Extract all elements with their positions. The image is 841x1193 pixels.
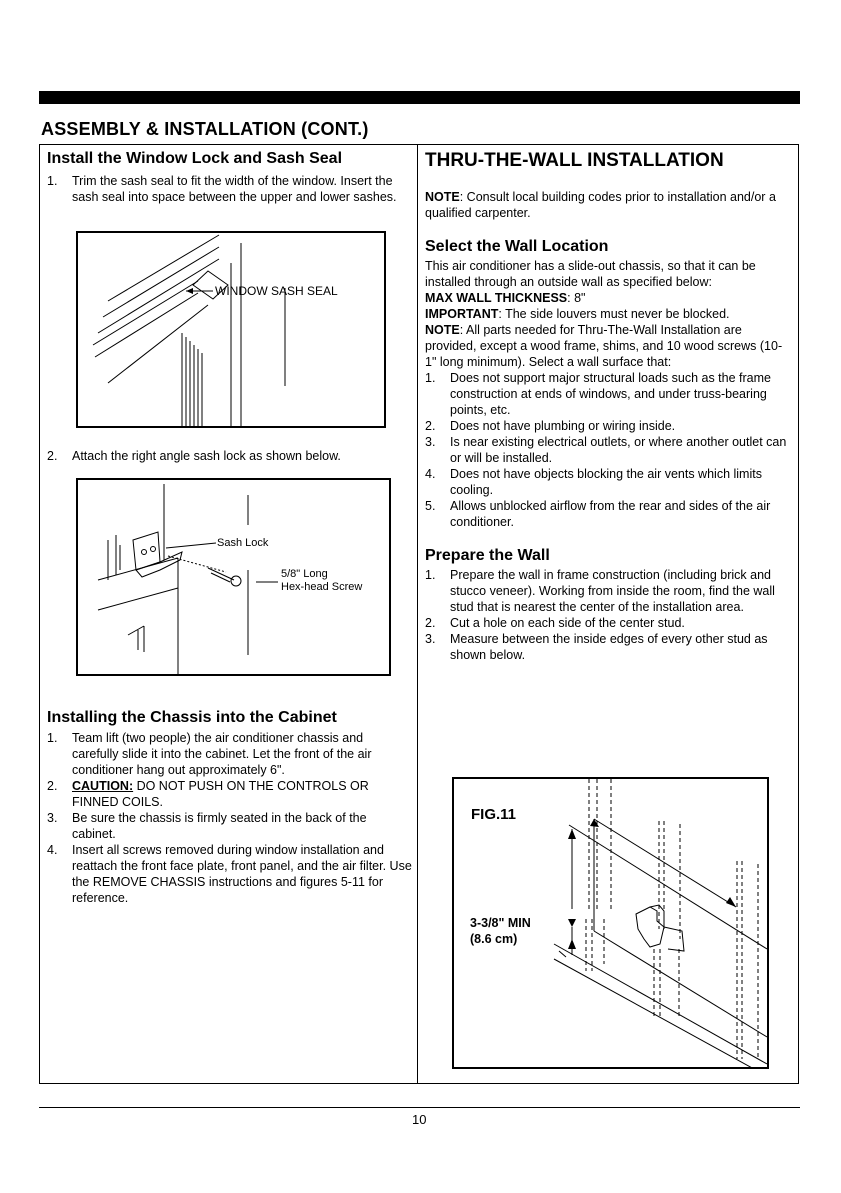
fig11-wall-diagram bbox=[452, 777, 769, 1069]
list-item bbox=[47, 730, 412, 778]
fig11-title: FIG.11 bbox=[471, 806, 517, 823]
important-text: : The side louvers must never be blocked. bbox=[498, 307, 730, 321]
fig11-min-dimension: 3-3/8" MIN bbox=[470, 916, 531, 930]
step-number: 3. bbox=[47, 811, 58, 825]
list-item bbox=[425, 418, 793, 434]
sash-lock-figure bbox=[76, 478, 391, 676]
step-text: Attach the right angle sash lock as shown below. bbox=[72, 449, 341, 463]
step-text: Is near existing electrical outlets, or where another outlet can or will be installed. bbox=[450, 435, 787, 465]
step-text: Trim the sash seal to fit the width of the window. Insert the sash seal into space between the upper and lower sashes. bbox=[72, 174, 397, 204]
wall-criteria-list bbox=[425, 370, 793, 530]
step-number: 1. bbox=[425, 568, 436, 582]
list-item bbox=[47, 810, 412, 842]
sash-lock-label: Sash Lock bbox=[217, 537, 269, 549]
step-text: Team lift (two people) the air conditioner chassis and carefully slide it into the cabinet. Let the front of the air conditioner hang out approximately 6". bbox=[72, 731, 372, 777]
step-number: 4. bbox=[425, 467, 436, 481]
list-item bbox=[47, 842, 412, 906]
list-item bbox=[425, 466, 793, 498]
step-text: Prepare the wall in frame construction (including brick and stucco veneer). Working from inside the room, find the wall stud that is nearest the center of the installation area. bbox=[450, 568, 775, 614]
step-number: 3. bbox=[425, 435, 436, 449]
note-text: : Consult local building codes prior to installation and/or a qualified carpenter. bbox=[425, 190, 776, 220]
step-number: 1. bbox=[425, 371, 436, 385]
list-item bbox=[425, 434, 793, 466]
section-title-prepare-wall: Prepare the Wall bbox=[425, 547, 550, 564]
right-column bbox=[425, 150, 793, 663]
section-title-wall-location: Select the Wall Location bbox=[425, 238, 609, 255]
step-text: Cut a hole on each side of the center stud. bbox=[450, 616, 685, 630]
page-number: 10 bbox=[412, 1112, 427, 1127]
list-item bbox=[425, 631, 793, 663]
section-title-thru-wall: THRU-THE-WALL INSTALLATION bbox=[425, 150, 724, 171]
step-text: Insert all screws removed during window installation and reattach the front face plate, front panel, and the air filter. Use the REMOVE CHASSIS instructions and figures 5-11 for reference. bbox=[72, 843, 412, 905]
step-number: 4. bbox=[47, 843, 58, 857]
sash-seal-drawing bbox=[78, 233, 384, 426]
footer-rule bbox=[39, 1107, 800, 1108]
left-column bbox=[47, 150, 412, 205]
note-text: : All parts needed for Thru-The-Wall Installation are provided, except a wood frame, shims, and 10 wood screws (10-1" long minimum). Select a wall surface that: bbox=[425, 323, 783, 369]
important-note bbox=[425, 306, 793, 322]
max-thickness-value: : 8" bbox=[567, 291, 586, 305]
caution-label: CAUTION: bbox=[72, 779, 134, 793]
list-item bbox=[425, 567, 793, 615]
left-step2 bbox=[47, 448, 412, 464]
max-thickness-label: MAX WALL THICKNESS bbox=[425, 291, 568, 305]
parts-note bbox=[425, 322, 793, 370]
list-item bbox=[425, 498, 793, 530]
screw-type-label: Hex-head Screw bbox=[281, 581, 363, 593]
chassis-section bbox=[47, 709, 412, 906]
step-number: 1. bbox=[47, 731, 58, 745]
list-item bbox=[425, 370, 793, 418]
header-bar bbox=[39, 91, 800, 104]
step-number: 1. bbox=[47, 174, 58, 188]
step-text: Does not have plumbing or wiring inside. bbox=[450, 419, 676, 433]
page-title: ASSEMBLY & INSTALLATION (CONT.) bbox=[41, 119, 369, 139]
step-text: DO NOT PUSH ON THE CONTROLS OR FINNED COILS. bbox=[72, 779, 369, 809]
step-text: Does not have objects blocking the air vents which limits cooling. bbox=[450, 467, 762, 497]
sash-lock-steps bbox=[47, 448, 412, 464]
window-lock-steps bbox=[47, 173, 412, 205]
section-title-chassis: Installing the Chassis into the Cabinet bbox=[47, 709, 337, 726]
fig11-min-dimension-cm: (8.6 cm) bbox=[470, 932, 518, 946]
step-number: 2. bbox=[47, 449, 58, 463]
list-item bbox=[47, 448, 412, 464]
note-codes bbox=[425, 189, 793, 221]
chassis-steps bbox=[47, 730, 412, 906]
step-number: 2. bbox=[425, 419, 436, 433]
list-item bbox=[425, 615, 793, 631]
sash-lock-drawing bbox=[78, 480, 389, 674]
important-label: IMPORTANT bbox=[425, 307, 499, 321]
note-label: NOTE bbox=[425, 323, 460, 337]
list-item bbox=[47, 778, 412, 810]
sash-seal-figure bbox=[76, 231, 386, 428]
list-item bbox=[47, 173, 412, 205]
section-title-window-lock: Install the Window Lock and Sash Seal bbox=[47, 150, 343, 167]
prepare-wall-steps bbox=[425, 567, 793, 663]
step-text: Measure between the inside edges of every other stud as shown below. bbox=[450, 632, 768, 662]
step-number: 5. bbox=[425, 499, 436, 513]
step-text: Be sure the chassis is firmly seated in the back of the cabinet. bbox=[72, 811, 367, 841]
screw-length-label: 5/8" Long bbox=[281, 568, 328, 580]
step-number: 2. bbox=[425, 616, 436, 630]
column-divider bbox=[417, 144, 418, 1084]
max-thickness bbox=[425, 290, 793, 306]
wall-intro: This air conditioner has a slide-out chassis, so that it can be installed through an outside wall as specified below: bbox=[425, 259, 756, 289]
step-text: Does not support major structural loads such as the frame construction at ends of windows, and under truss-bearing points, etc. bbox=[450, 371, 771, 417]
step-number: 3. bbox=[425, 632, 436, 646]
sash-seal-label: WINDOW SASH SEAL bbox=[215, 284, 338, 298]
step-number: 2. bbox=[47, 779, 58, 793]
step-text: Allows unblocked airflow from the rear and sides of the air conditioner. bbox=[450, 499, 771, 529]
note-label: NOTE bbox=[425, 190, 460, 204]
